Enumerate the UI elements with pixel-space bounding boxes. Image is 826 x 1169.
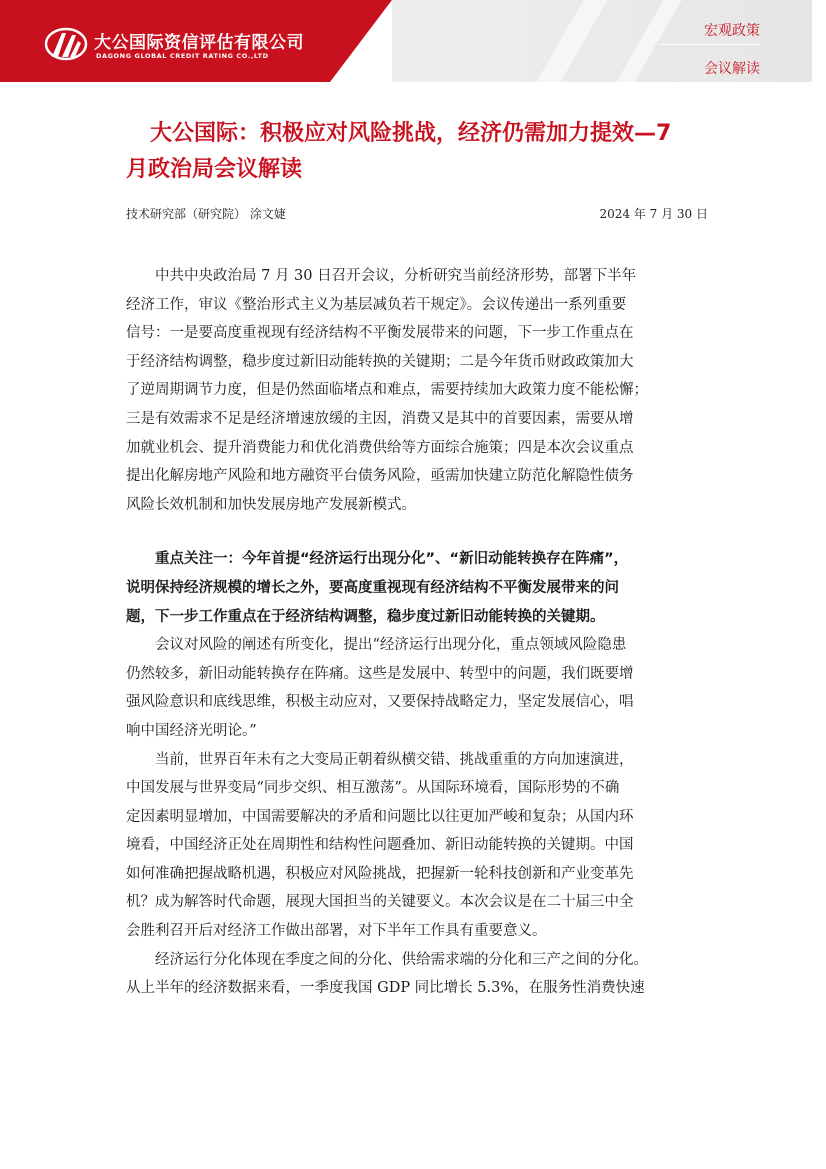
tag-macro-policy: 宏观政策 xyxy=(704,23,760,39)
text-line: 题，下一步工作重点在于经济结构调整，稳步度过新旧动能转换的关键期。 xyxy=(126,608,605,625)
report-date: 2024 年 7 月 30 日 xyxy=(599,207,708,221)
category-tags xyxy=(660,0,760,82)
text-line: 会胜利召开后对经济工作做出部署，对下半年工作具有重要意义。 xyxy=(126,923,547,940)
title-line-2: 月政治局会议解读 xyxy=(126,157,303,182)
text-line: 中国发展与世界变局“同步交织、相互激荡”。从国际环境看，国际形势的不确 xyxy=(126,780,620,797)
text-line: 响中国经济光明论。” xyxy=(126,722,257,739)
company-name-cn: 大公国际资信评估有限公司 xyxy=(94,33,304,53)
text-line: 中共中央政治局 7 月 30 日召开会议，分析研究当前经济形势，部署下半年 xyxy=(155,268,637,284)
report-title xyxy=(126,116,726,188)
text-line: 境看，中国经济正处在周期性和结构性问题叠加、新旧动能转换的关键期。中国 xyxy=(126,837,634,854)
text-line: 经济运行分化体现在季度之间的分化、供给需求端的分化和三产之间的分化。 xyxy=(155,951,648,968)
title-line-1: 大公国际：积极应对风险挑战，经济仍需加力提效—7 xyxy=(150,121,672,146)
text-line: 定因素明显增加，中国需要解决的矛盾和问题比以往更加严峻和复杂；从国内环 xyxy=(126,808,634,825)
author: 技术研究部（研究院） 涂文婕 xyxy=(126,207,286,221)
text-line: 风险长效机制和加快发展房地产发展新模式。 xyxy=(126,496,416,513)
text-line: 当前，世界百年未有之大变局正朝着纵横交错、挑战重重的方向加速演进， xyxy=(155,751,634,768)
text-line: 从上半年的经济数据来看，一季度我国 GDP 同比增长 5.3%，在服务性消费快速 xyxy=(126,980,645,997)
text-line: 三是有效需求不足是经济增速放缓的主因，消费又是其中的首要因素，需要从增 xyxy=(126,410,634,427)
text-line: 重点关注一：今年首提“经济运行出现分化”、“新旧动能转换存在阵痛”， xyxy=(155,551,629,568)
text-line: 了逆周期调节力度，但是仍然面临堵点和难点，需要持续加大政策力度不能松懈； xyxy=(126,382,648,399)
body-paragraph xyxy=(126,631,708,745)
tag-divider xyxy=(660,44,760,45)
body-paragraph xyxy=(126,946,708,1003)
text-line: 于经济结构调整，稳步度过新旧动能转换的关键期；二是今年货币财政政策加大 xyxy=(126,353,634,370)
dagong-logo-icon xyxy=(44,27,88,61)
company-name-en: DAGONG GLOBAL CREDIT RATING CO.,LTD xyxy=(96,52,269,60)
report-body xyxy=(126,262,708,1003)
key-point-paragraph xyxy=(126,545,708,631)
byline xyxy=(126,205,708,222)
text-line: 强风险意识和底线思维，积极主动应对，又要保持战略定力，坚定发展信心，唱 xyxy=(126,694,634,711)
tag-meeting-analysis: 会议解读 xyxy=(704,61,760,77)
text-line: 提出化解房地产风险和地方融资平台债务风险，亟需加快建立防范化解隐性债务 xyxy=(126,468,634,485)
text-line: 说明保持经济规模的增长之外，要高度重视现有经济结构不平衡发展带来的问 xyxy=(126,579,619,596)
text-line: 仍然较多，新旧动能转换存在阵痛。这些是发展中、转型中的问题，我们既要增 xyxy=(126,665,634,682)
body-paragraph xyxy=(126,746,708,946)
text-line: 会议对风险的阐述有所变化，提出“经济运行出现分化，重点领域风险隐患 xyxy=(155,637,627,654)
text-line: 信号：一是要高度重视现有经济结构不平衡发展带来的问题，下一步工作重点在 xyxy=(126,325,634,342)
text-line: 机？成为解答时代命题，展现大国担当的关键要义。本次会议是在二十届三中全 xyxy=(126,894,634,911)
text-line: 如何准确把握战略机遇，积极应对风险挑战，把握新一轮科技创新和产业变革先 xyxy=(126,865,634,882)
text-line: 经济工作，审议《整治形式主义为基层减负若干规定》。会议传递出一系列重要 xyxy=(126,296,627,313)
report-header xyxy=(0,0,826,82)
body-paragraph xyxy=(126,262,708,519)
text-line: 加就业机会、提升消费能力和优化消费供给等方面综合施策；四是本次会议重点 xyxy=(126,439,634,456)
